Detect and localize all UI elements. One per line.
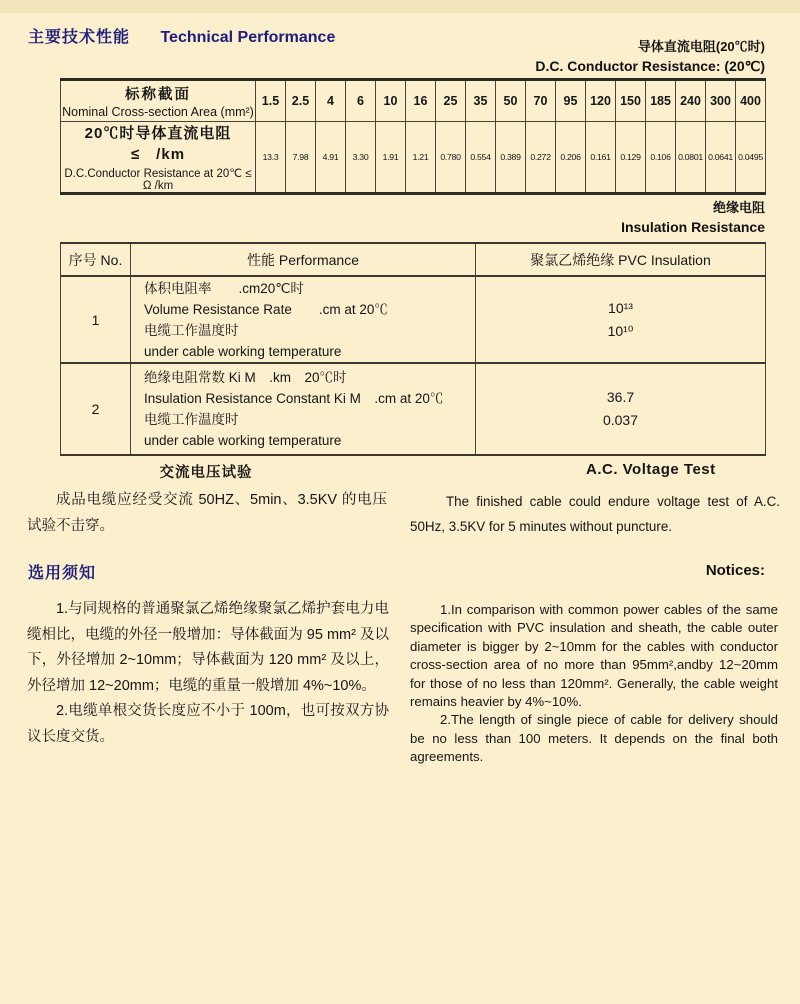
table-row <box>61 276 766 363</box>
dc-resistance-heading <box>535 36 765 75</box>
row-number: 2 <box>61 363 131 455</box>
pvc-value-cell <box>476 276 766 363</box>
column-header-pvc: 聚氯乙烯绝缘 PVC Insulation <box>476 243 766 276</box>
voltage-test-body-zh: 成品电缆应经受交流 50HZ、5min、3.5KV 的电压试验不击穿。 <box>27 492 387 534</box>
table-header-row <box>61 243 766 276</box>
nominal-area-label-cell <box>61 80 256 122</box>
performance-cell <box>131 363 476 455</box>
resistance-value: 0.0495 <box>736 122 766 194</box>
table-row <box>61 122 766 194</box>
notices-body-zh <box>27 597 389 750</box>
cross-section-value: 120 <box>586 80 616 122</box>
notices-heading-en: Notices: <box>705 562 765 579</box>
table-row <box>61 80 766 122</box>
cross-section-value: 4 <box>316 80 346 122</box>
notice-item-en: 1.In comparison with common power cables of the same specification with PVC insulation and sheath, the cable outer diameter is bigger by 2~10mm for the cables with conductor cross-section area of no more than 95mm²,andby 12~20mm for those of no less than 120mm². Generally, the cable weight remains heavier by 4%~10%. <box>410 602 778 710</box>
resistance-value: 0.554 <box>466 122 496 194</box>
dc-resistance-heading-en: D.C. Conductor Resistance: (20℃) <box>535 58 765 74</box>
nominal-area-label-en: Nominal Cross-section Area (mm²) <box>62 105 254 119</box>
notices-heading-zh: 选用须知 <box>28 565 97 582</box>
performance-cell <box>131 276 476 363</box>
performance-line: 电缆工作温度时 <box>144 322 239 338</box>
insulation-heading <box>621 197 765 235</box>
dc-resistance-label-zh: 20℃时导体直流电阻≤ /km <box>84 125 232 163</box>
resistance-value: 0.206 <box>556 122 586 194</box>
performance-line: 电缆工作温度时 <box>144 412 239 427</box>
pvc-value: 0.037 <box>602 412 639 428</box>
pvc-value: 36.7 <box>606 389 635 405</box>
performance-line: under cable working temperature <box>144 433 342 448</box>
performance-line: Insulation Resistance Constant Ki M .cm at 20℃ <box>144 391 444 406</box>
resistance-value: 13.3 <box>256 122 286 194</box>
resistance-value: 7.98 <box>286 122 316 194</box>
dc-resistance-label-en: D.C.Conductor Resistance at 20℃ ≤ Ω /km <box>64 168 252 192</box>
performance-line: 体积电阻率 .cm20℃时 <box>144 280 304 296</box>
table-row <box>61 363 766 455</box>
resistance-value: 0.106 <box>646 122 676 194</box>
cross-section-value: 35 <box>466 80 496 122</box>
notices-body-en <box>410 601 778 767</box>
resistance-value: 1.21 <box>406 122 436 194</box>
voltage-test-heading-en: A.C. Voltage Test <box>586 461 716 478</box>
insulation-table <box>60 242 766 456</box>
notice-item-zh: 1.与同规格的普通聚氯乙烯绝缘聚氯乙烯护套电力电缆相比，电缆的外径一般增加：导体截面为 95 mm² 及以下，外径增加 2~10mm；导体截面为 120 mm² 及以上，外径增加 12~20mm；电缆的重量一般增加 4%~10%。 <box>27 601 389 694</box>
insulation-heading-zh: 绝缘电阻 <box>712 200 765 215</box>
page-title <box>28 24 335 47</box>
column-header-performance: 性能 Performance <box>131 243 476 276</box>
pvc-value-cell <box>476 363 766 455</box>
cross-section-value: 6 <box>346 80 376 122</box>
cross-section-value: 185 <box>646 80 676 122</box>
performance-line: 绝缘电阻常数 Ki M .km 20℃时 <box>144 370 347 385</box>
cross-section-value: 300 <box>706 80 736 122</box>
resistance-value: 0.0641 <box>706 122 736 194</box>
cross-section-value: 95 <box>556 80 586 122</box>
row-number: 1 <box>61 276 131 363</box>
cross-section-value: 10 <box>376 80 406 122</box>
cross-section-value: 2.5 <box>286 80 316 122</box>
resistance-value: 0.780 <box>436 122 466 194</box>
cross-section-value: 240 <box>676 80 706 122</box>
cross-section-value: 50 <box>496 80 526 122</box>
resistance-value: 3.30 <box>346 122 376 194</box>
cross-section-value: 400 <box>736 80 766 122</box>
nominal-area-label-zh: 标称截面 <box>125 87 191 103</box>
dc-resistance-label-cell <box>61 122 256 194</box>
dc-resistance-table <box>60 78 766 195</box>
resistance-value: 4.91 <box>316 122 346 194</box>
resistance-value: 0.129 <box>616 122 646 194</box>
insulation-heading-en: Insulation Resistance <box>621 219 765 235</box>
page-title-en: Technical Performance <box>160 29 336 46</box>
resistance-value: 1.91 <box>376 122 406 194</box>
cross-section-value: 25 <box>436 80 466 122</box>
performance-line: Volume Resistance Rate .cm at 20℃ <box>144 301 388 317</box>
page-top-shade <box>0 0 800 13</box>
performance-line: under cable working temperature <box>144 343 342 359</box>
column-header-no: 序号 No. <box>61 243 131 276</box>
cross-section-value: 70 <box>526 80 556 122</box>
dc-resistance-heading-zh: 导体直流电阻(20℃时) <box>637 39 765 54</box>
notice-item-zh: 2.电缆单根交货长度应不小于 100m，也可按双方协议长度交货。 <box>27 703 389 745</box>
page-title-zh: 主要技术性能 <box>28 29 131 46</box>
cross-section-value: 150 <box>616 80 646 122</box>
cross-section-value: 1.5 <box>256 80 286 122</box>
voltage-test-body-en: The finished cable could endure voltage test of A.C. 50Hz, 3.5KV for 5 minutes without puncture. <box>410 494 780 534</box>
resistance-value: 0.272 <box>526 122 556 194</box>
resistance-value: 0.389 <box>496 122 526 194</box>
resistance-value: 0.161 <box>586 122 616 194</box>
pvc-value: 10¹⁰ <box>607 322 634 339</box>
cross-section-value: 16 <box>406 80 436 122</box>
resistance-value: 0.0801 <box>676 122 706 194</box>
notice-item-en: 2.The length of single piece of cable for delivery should be no less than 100 meters. It depends on the final both agreements. <box>410 712 778 765</box>
voltage-test-heading-zh: 交流电压试验 <box>159 465 253 481</box>
pvc-value: 10¹³ <box>608 299 633 316</box>
